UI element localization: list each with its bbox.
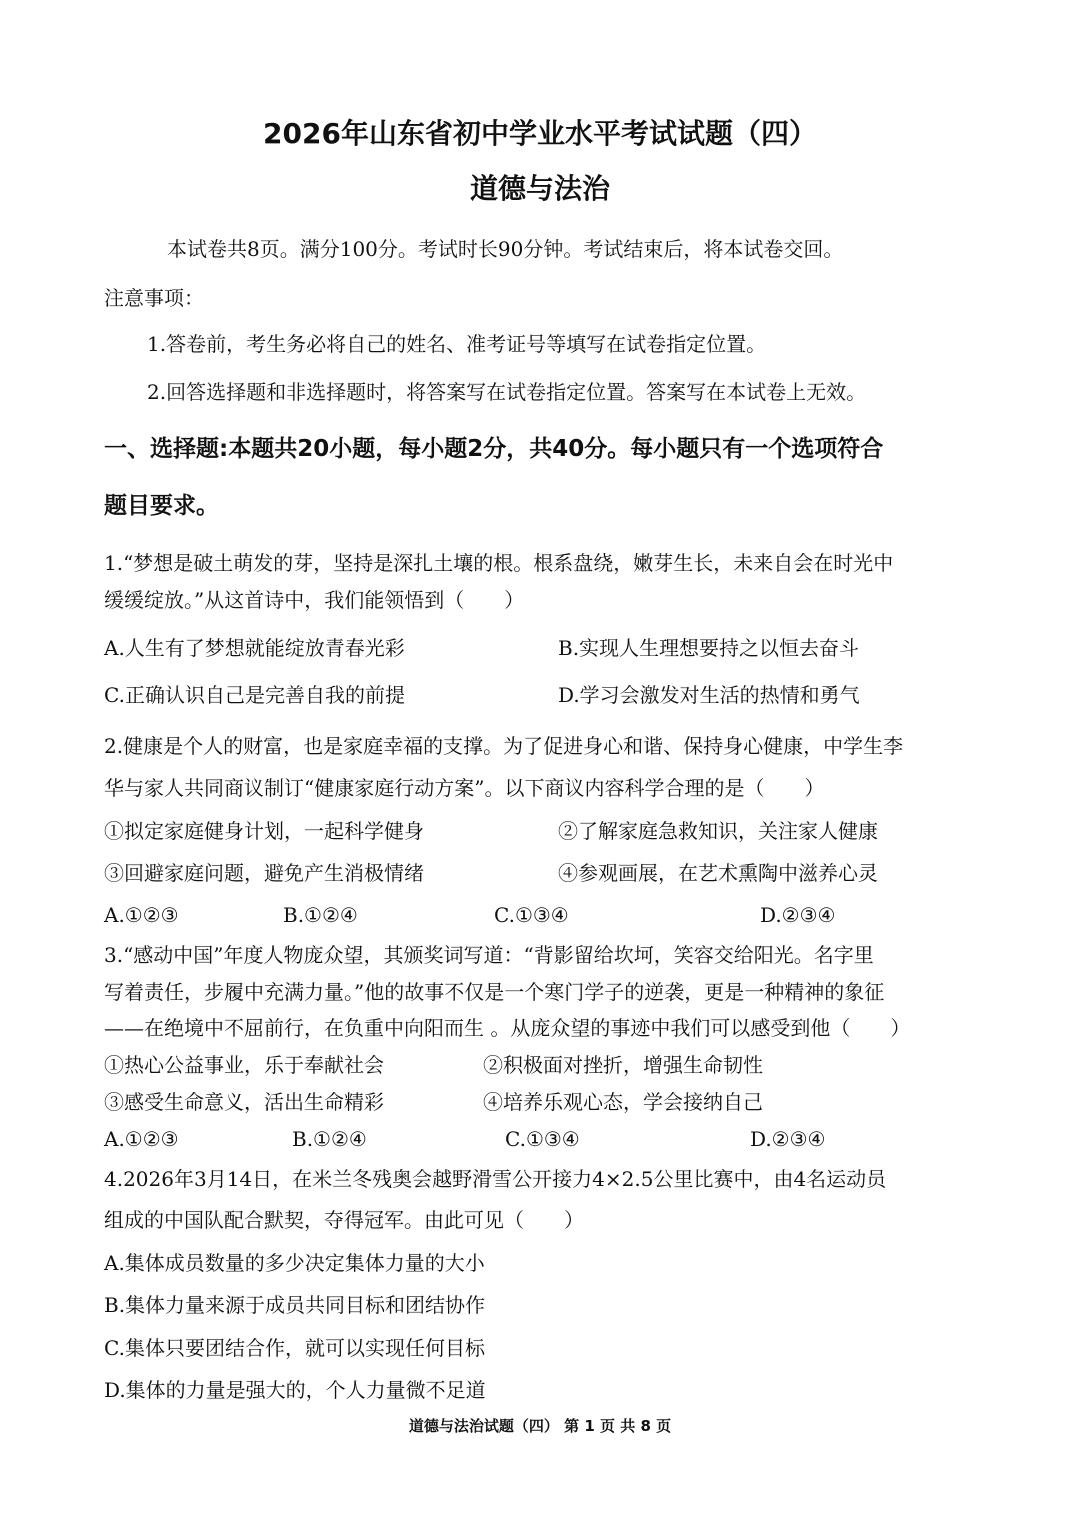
question-3-option-a: A.①②③ [104,1127,179,1151]
question-1-option-a: A.人生有了梦想就能绽放青春光彩 [104,636,405,660]
question-3-statement: ②积极面对挫折，增强生命韧性 [483,1053,763,1077]
question-2-statement: ①拟定家庭健身计划，一起科学健身 [104,819,424,843]
question-3-statement: ③感受生命意义，活出生命精彩 [104,1090,384,1114]
section-heading-cont: 题目要求。 [104,493,219,519]
question-1-option-c: C.正确认识自己是完善自我的前提 [104,683,405,707]
notes-heading: 注意事项： [104,286,204,310]
question-4-stem: 4.2026年3月14日，在米兰冬残奥会越野滑雪公开接力4×2.5公里比赛中，由4名运动员 [104,1167,887,1191]
exam-intro: 本试卷共8页。满分100分。考试时长90分钟。考试结束后，将本试卷交回。 [167,237,844,261]
question-2-stem: 华与家人共同商议制订“健康家庭行动方案”。以下商议内容科学合理的是（ ） [104,776,825,800]
question-2-statement: ②了解家庭急救知识，关注家人健康 [558,819,878,843]
question-3-statement: ④培养乐观心态，学会接纳自己 [483,1090,763,1114]
note-item: 1.答卷前，考生务必将自己的姓名、准考证号等填写在试卷指定位置。 [147,332,767,356]
question-3-stem: ——在绝境中不屈前行，在负重中向阳而生 。从庞众望的事迹中我们可以感受到他（ ） [104,1016,911,1040]
question-4-option-d: D.集体的力量是强大的，个人力量微不足道 [104,1378,486,1402]
exam-title: 2026年山东省初中学业水平考试试题（四） [263,117,817,150]
section-heading: 一、选择题:本题共20小题，每小题2分，共40分。每小题只有一个选项符合 [104,436,884,462]
question-3-stem: 写着责任，步履中充满力量。”他的故事不仅是一个寒门学子的逆袭，更是一种精神的象征 [104,980,885,1004]
question-3-stem: 3.“感动中国”年度人物庞众望，其颁奖词写道：“背影留给坎坷，笑容交给阳光。名字里 [104,943,874,967]
question-2-option-c: C.①③④ [494,903,569,927]
question-2-option-b: B.①②④ [283,903,358,927]
question-3-option-c: C.①③④ [505,1127,580,1151]
question-2-stem: 2.健康是个人的财富，也是家庭幸福的支撑。为了促进身心和谐、保持身心健康，中学生李 [104,734,904,758]
question-1-option-b: B.实现人生理想要持之以恒去奋斗 [558,636,860,660]
note-item: 2.回答选择题和非选择题时，将答案写在试卷指定位置。答案写在本试卷上无效。 [147,380,867,404]
question-2-statement: ③回避家庭问题，避免产生消极情绪 [104,861,424,885]
question-3-option-b: B.①②④ [292,1127,367,1151]
question-2-statement: ④参观画展，在艺术熏陶中滋养心灵 [558,861,878,885]
question-2-option-a: A.①②③ [104,903,179,927]
question-4-option-c: C.集体只要团结合作，就可以实现任何目标 [104,1336,485,1360]
question-1-stem: 1.“梦想是破土萌发的芽，坚持是深扎土壤的根。根系盘绕，嫩芽生长，未来自会在时光中 [104,551,894,575]
question-3-option-d: D.②③④ [750,1127,826,1151]
question-1-option-d: D.学习会激发对生活的热情和勇气 [558,683,860,707]
question-3-statement: ①热心公益事业，乐于奉献社会 [104,1053,384,1077]
question-4-stem: 组成的中国队配合默契，夺得冠军。由此可见（ ） [104,1208,584,1232]
question-1-stem: 缓缓绽放。”从这首诗中，我们能领悟到（ ） [104,588,525,612]
question-4-option-a: A.集体成员数量的多少决定集体力量的大小 [104,1251,485,1275]
question-4-option-b: B.集体力量来源于成员共同目标和团结协作 [104,1293,486,1317]
question-2-option-d: D.②③④ [760,903,836,927]
subject-title: 道德与法治 [469,172,610,205]
page-footer: 道德与法治试题（四） 第 1 页 共 8 页 [408,1417,672,1435]
